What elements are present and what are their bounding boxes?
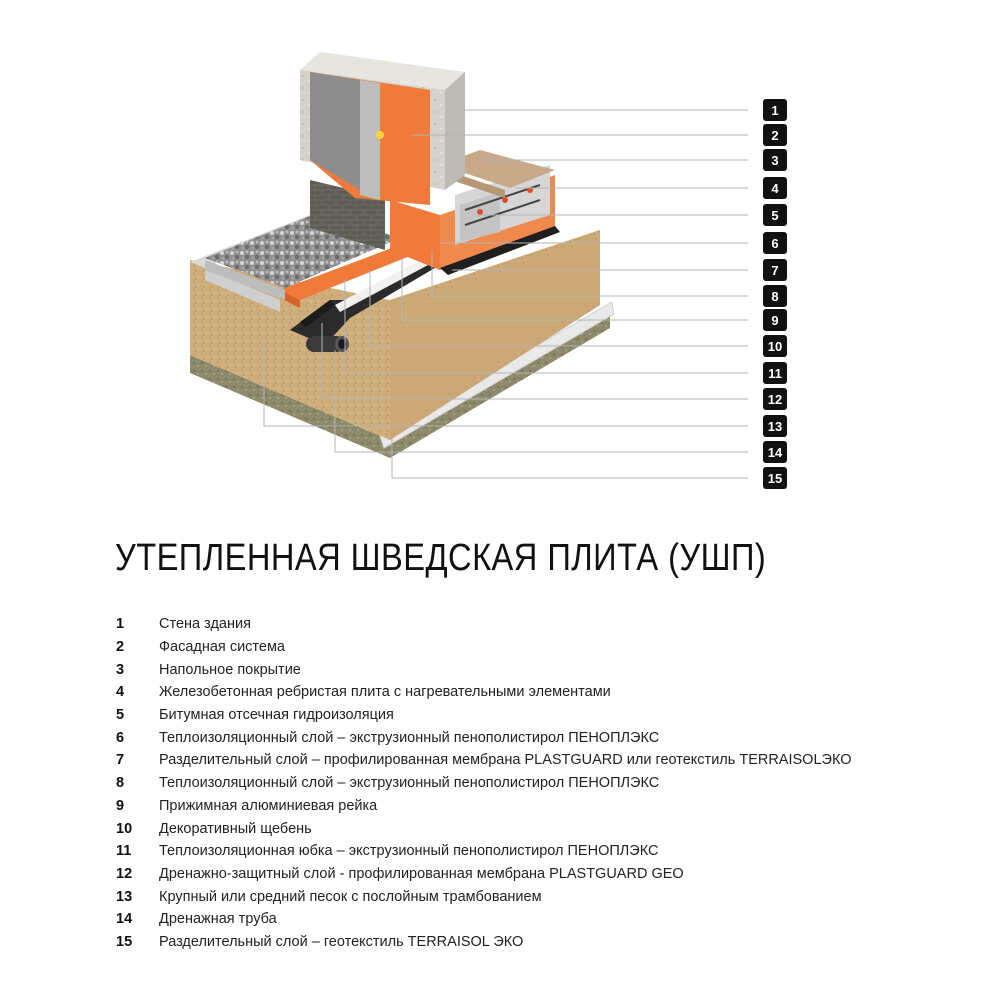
callout-badge	[763, 232, 787, 254]
svg-text:11: 11	[768, 366, 782, 381]
legend-number: 7	[116, 752, 125, 769]
legend-number: 3	[116, 661, 125, 678]
legend-item	[116, 704, 976, 727]
legend-item	[116, 613, 976, 636]
legend-number: 11	[116, 843, 132, 860]
svg-text:8: 8	[771, 289, 779, 304]
legend-label: Фасадная система	[159, 639, 285, 656]
svg-text:2: 2	[771, 128, 779, 143]
legend-item	[116, 636, 976, 659]
legend-list	[116, 613, 976, 953]
legend-item	[116, 749, 976, 772]
callout-badge	[763, 467, 787, 489]
svg-text:9: 9	[771, 313, 779, 328]
svg-text:10: 10	[767, 339, 783, 354]
callout-badge	[763, 415, 787, 437]
legend-label: Дренажная труба	[159, 911, 277, 928]
callout-badge	[763, 259, 787, 281]
legend-item	[116, 681, 976, 704]
legend-item	[116, 863, 976, 886]
svg-text:6: 6	[771, 236, 779, 251]
svg-text:12: 12	[767, 392, 783, 407]
legend-label: Декоративный щебень	[159, 820, 312, 837]
callout-badge	[763, 335, 787, 357]
legend-label: Разделительный слой – профилированная мембрана PLASTGUARD или геотекстиль TERRAISOLЭКО	[159, 752, 852, 769]
legend-number: 9	[116, 797, 125, 814]
svg-text:7: 7	[771, 263, 779, 278]
legend-label: Теплоизоляционная юбка – экструзионный пенополистирол ПЕНОПЛЭКС	[159, 843, 659, 860]
callout-badges	[763, 99, 787, 489]
svg-text:3: 3	[771, 153, 779, 168]
legend-label: Стена здания	[159, 616, 251, 633]
legend-number: 6	[116, 729, 125, 746]
callout-badge	[763, 309, 787, 331]
legend-label: Железобетонная ребристая плита с нагревательными элементами	[159, 684, 611, 701]
legend-number: 15	[116, 933, 133, 950]
callout-badge	[763, 388, 787, 410]
legend-number: 10	[116, 820, 133, 837]
legend-label: Напольное покрытие	[159, 661, 301, 678]
legend-label: Теплоизоляционный слой – экструзионный пенополистирол ПЕНОПЛЭКС	[159, 775, 660, 792]
legend-number: 1	[116, 616, 125, 633]
legend-number: 5	[116, 707, 125, 724]
callout-badge	[763, 99, 787, 121]
legend-item	[116, 658, 976, 681]
legend-item	[116, 885, 976, 908]
legend-label: Прижимная алюминиевая рейка	[159, 797, 378, 814]
page-title: УТЕПЛЕННАЯ ШВЕДСКАЯ ПЛИТА (УШП)	[115, 537, 767, 579]
svg-text:15: 15	[767, 471, 783, 486]
callout-badge	[763, 285, 787, 307]
svg-text:1: 1	[771, 103, 779, 118]
legend-number: 2	[116, 639, 125, 656]
legend-item	[116, 726, 976, 749]
legend-number: 4	[116, 684, 125, 701]
svg-text:4: 4	[771, 181, 779, 196]
legend-label: Разделительный слой – геотекстиль TERRAISOL ЭКО	[159, 933, 524, 950]
legend-number: 8	[116, 775, 125, 792]
legend-number: 12	[116, 865, 133, 882]
callout-badge	[763, 204, 787, 226]
svg-text:13: 13	[767, 419, 783, 434]
legend-number: 13	[116, 888, 133, 905]
legend-label: Теплоизоляционный слой – экструзионный пенополистирол ПЕНОПЛЭКС	[159, 729, 660, 746]
legend-label: Битумная отсечная гидроизоляция	[159, 707, 394, 724]
callout-badge	[763, 124, 787, 146]
callout-badge	[763, 177, 787, 199]
legend-item	[116, 931, 976, 954]
svg-text:5: 5	[771, 208, 779, 223]
legend-item	[116, 908, 976, 931]
callout-badge	[763, 362, 787, 384]
callout-badge	[763, 441, 787, 463]
legend-item	[116, 795, 976, 818]
drain-pipe-illustration	[306, 336, 349, 352]
legend-label: Крупный или средний песок с послойным трамбованием	[159, 888, 542, 905]
legend-item	[116, 817, 976, 840]
legend-item	[116, 772, 976, 795]
callout-badge	[763, 149, 787, 171]
legend-label: Дренажно-защитный слой - профилированная мембрана PLASTGUARD GEO	[159, 865, 684, 882]
legend-number: 14	[116, 911, 133, 928]
legend-item	[116, 840, 976, 863]
svg-text:14: 14	[767, 445, 783, 460]
